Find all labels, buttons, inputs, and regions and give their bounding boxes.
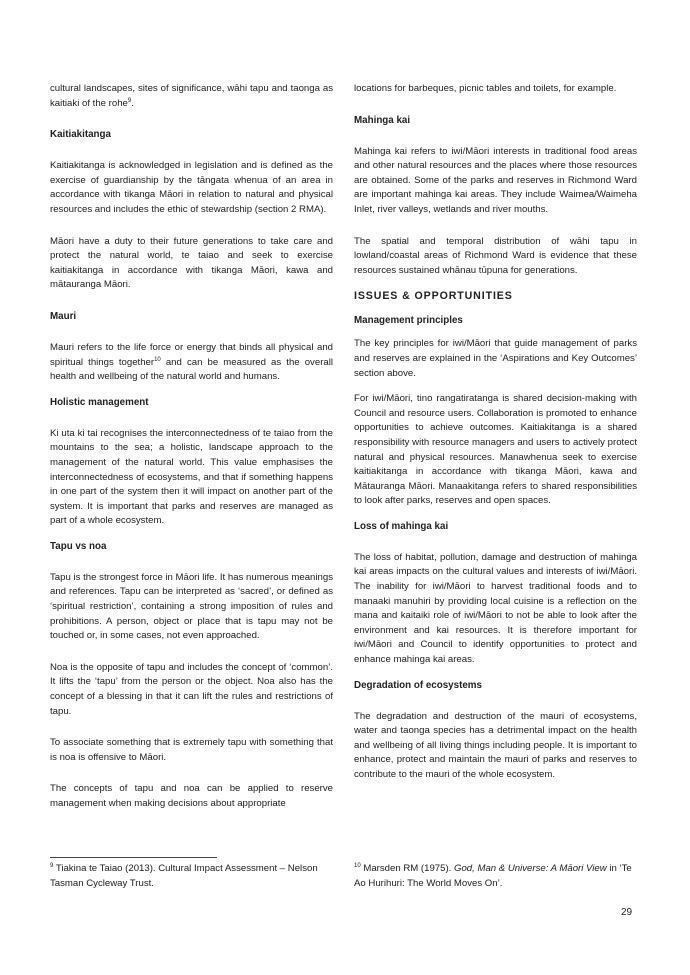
holistic-paragraph: Ki uta ki tai recognises the interconnectedness of te taiao from the mountains to the sea; a holistic, landscape approach to the management of the natural world. This value emphasises the interconnectedness of ecosystems, and that if something happens in one part of the system then it will impact on another part of the system. It is important that parks and reserves are managed as part of a whole ecosystem. bbox=[50, 427, 333, 527]
heading-mauri: Mauri bbox=[50, 310, 77, 322]
heading-degradation-of-ecosystems: Degradation of ecosystems bbox=[354, 679, 482, 691]
heading-management-principles: Management principles bbox=[354, 315, 463, 327]
principles-paragraph-1: The key principles for iwi/Māori that guide management of parks and reserves are explained in the ‘Aspirations and Key Outcomes’ section above. bbox=[354, 338, 637, 379]
footnote-9: $^9$ Tiakina te Taiao (2013). Cultural Impact Assessment – Nelson Tasman Cycleway Trust. bbox=[50, 863, 318, 889]
tapu-paragraph-3: To associate something that is extremely tapu with something that is noa is offensive to Māori. bbox=[50, 737, 333, 763]
mahinga-paragraph-1: Mahinga kai refers to iwi/Māori interests in traditional food areas and other natural resources and the places where those resources are obtained. Some of the parks and reserves in Richmond Ward are important mahinga kai areas. They include Waimea/Waimeha Inlet, river valleys, wetlands and river mouths. bbox=[354, 145, 637, 215]
tapu-paragraph-2: Noa is the opposite of tapu and includes the concept of ‘common’. It lifts the ‘tapu’ from the person or the object. Noa also has the concept of a blessing in that it can lift the rules and restrictions of tapu. bbox=[50, 661, 333, 717]
kaitiakitanga-paragraph-1: Kaitiakitanga is acknowledged in legislation and is defined as the exercise of guardianship by the tāngata whenua of an area in accordance with tikanga Māori in relation to natural and physical resources and includes the ethic of stewardship (section 2 RMA). bbox=[50, 160, 333, 215]
kaitiakitanga-paragraph-2: Māori have a duty to their future generations to take care and protect the natural world, te taiao and seek to exercise kaitiakitanga in accordance with tikanga Māori, kawa and mātauranga Māori. bbox=[50, 235, 333, 291]
tapu-paragraph-4: The concepts of tapu and noa can be applied to reserve management when making decisions about appropriate bbox=[50, 783, 333, 809]
footnote-ref-10[interactable]: 10 bbox=[154, 356, 161, 363]
mahinga-paragraph-2: The spatial and temporal distribution of wāhi tapu in lowland/coastal areas of Richmond Ward is evidence that these resources sustained whānau tūpuna for generations. bbox=[354, 235, 637, 276]
footnote-10-title: God, Man & Universe: A Māori View bbox=[454, 863, 607, 874]
principles-paragraph-2: For iwi/Māori, tino rangatiratanga is shared decision-making with Council and resource users. Collaboration is promoted to enhance opportunities to achieve outcomes. Kaitiakitanga is a shared responsibility with resource managers and users to actively protect natural and physical resources. Manawhenua seek to exercise kaitiakitanga in accordance with tikanga Māori, kawa and Mātauranga Māori. Manaakitanga refers to shared responsibilities to look after parks, reserves and open spaces. bbox=[354, 393, 637, 507]
heading-mahinga-kai: Mahinga kai bbox=[354, 114, 411, 126]
heading-holistic-management: Holistic management bbox=[50, 396, 149, 408]
footnote-ref-9[interactable]: 9 bbox=[127, 97, 132, 104]
loss-paragraph: The loss of habitat, pollution, damage and destruction of mahinga kai areas impacts on the cultural values and interests of iwi/Māori. The inability for iwi/Māori to harvest traditional foods and to manaaki manuhiri by providing local cuisine is a reflection on the mana and kaitaiki role of iwi/Māori to not be able to look after the environment and kai resources. It is therefore important for iwi/Māori and Council to identify opportunities to protect and enhance mahinga kai areas. bbox=[354, 551, 637, 666]
heading-tapu-vs-noa: Tapu vs noa bbox=[50, 540, 107, 552]
right-intro-paragraph: locations for barbeques, picnic tables and toilets, for example. bbox=[354, 83, 617, 94]
heading-loss-of-mahinga-kai: Loss of mahinga kai bbox=[354, 520, 449, 532]
degradation-paragraph: The degradation and destruction of the mauri of ecosystems, water and taonga species has a detrimental impact on the health and wellbeing of all living things including people. It is important to enhance, protect and maintain the mauri of parks and reserves to contribute to the mauri of the whole ecosystem. bbox=[354, 710, 637, 780]
right-column bbox=[354, 82, 637, 783]
mauri-paragraph: Mauri refers to the life force or energy that binds all physical and spiritual things together$^{10}$ and can be measured as the overall health and wellbeing of the natural world and humans. bbox=[50, 341, 333, 383]
footnote-divider bbox=[50, 857, 217, 858]
left-column bbox=[50, 82, 333, 812]
page-number: 29 bbox=[621, 907, 633, 918]
heading-issues-opportunities: ISSUES & OPPORTUNITIES bbox=[354, 290, 513, 303]
tapu-paragraph-1: Tapu is the strongest force in Māori life. It has numerous meanings and references. Tapu can be interpreted as ‘sacred’, or defined as ‘spiritual restriction’, containing a strong imposition of rules and prohibitions. A person, object or place that is tapu may not be touched or, in some cases, not even approached. bbox=[50, 571, 333, 642]
heading-kaitiakitanga: Kaitiakitanga bbox=[50, 129, 111, 141]
left-intro-paragraph: cultural landscapes, sites of significance, wāhi tapu and taonga as kaitiaki of the rohe$^9$. bbox=[50, 83, 333, 109]
footnote-10: $^{10}$ Marsden RM (1975). God, Man & Universe: A Māori View in ‘Te Ao Hurihuri: The World Moves On’. bbox=[354, 863, 632, 889]
